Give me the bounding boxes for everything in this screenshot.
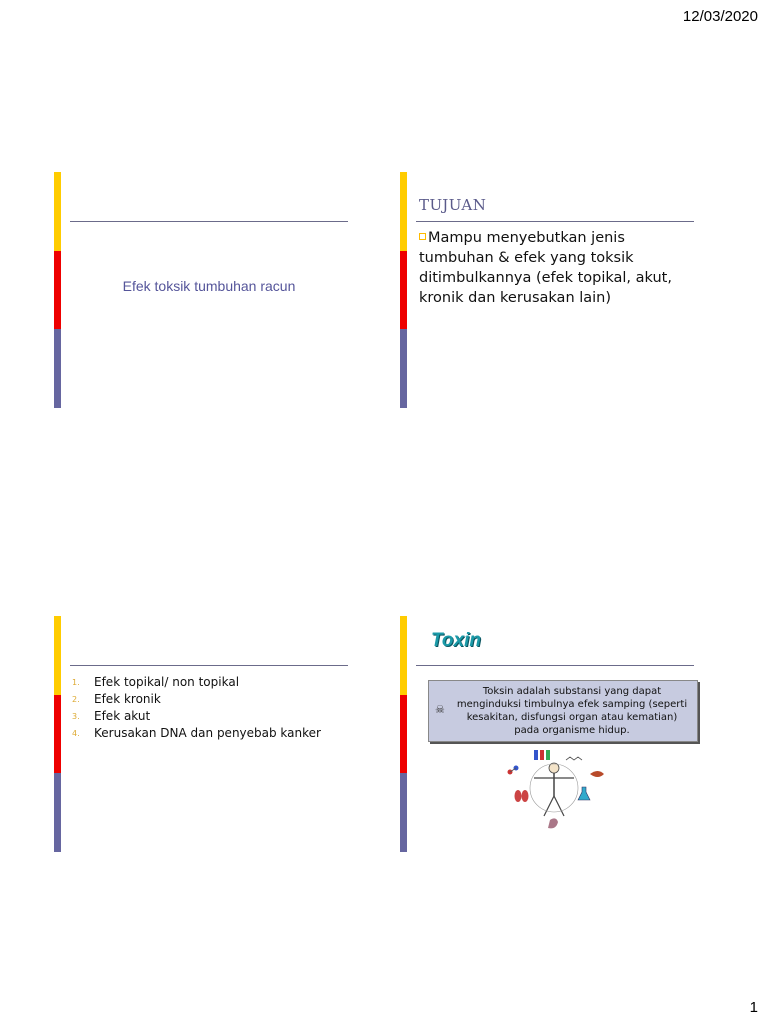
square-bullet-icon [419,233,426,240]
slide-title: Efek toksik tumbuhan racun [122,278,296,294]
list-item: 2. Efek kronik [72,692,161,706]
title-rule [416,665,694,666]
slide-3 [54,616,354,852]
slide-accent-bar [400,616,407,852]
definition-text: Toksin adalah substansi yang dapat menginduksi timbulnya efek samping (seperti kesakitan, disfungsi organ atau kematian) pada organisme hidup. [456,686,688,736]
print-date: 12/03/2020 [682,8,758,25]
slide-2 [400,172,700,408]
list-item: 1. Efek topikal/ non topikal [72,675,240,689]
page-number: 1 [749,999,758,1016]
title-rule [70,665,348,666]
title-rule [70,221,348,222]
bullet-text: Mampu menyebutkan jenis tumbuhan & efek yang toksik ditimbulkannya (efek topikal, akut, kronik dan kerusakan lain) [419,230,672,306]
slide-4 [400,616,700,852]
toxin-illustration [504,748,604,833]
bullet-item [419,228,695,308]
numbered-list [70,674,321,742]
slide-accent-bar [400,172,407,408]
skull-crossbones-icon: ☠ [435,703,445,716]
slide-1 [54,172,354,408]
title-rule [416,221,694,222]
slide-accent-bar [54,616,61,852]
slide-title: Toxin [431,630,481,651]
slide-accent-bar [54,172,61,408]
list-item: 4. Kerusakan DNA dan penyebab kanker [72,726,321,740]
definition-box [428,680,698,742]
list-item: 3. Efek akut [72,709,151,723]
slide-title: TUJUAN [419,196,487,214]
